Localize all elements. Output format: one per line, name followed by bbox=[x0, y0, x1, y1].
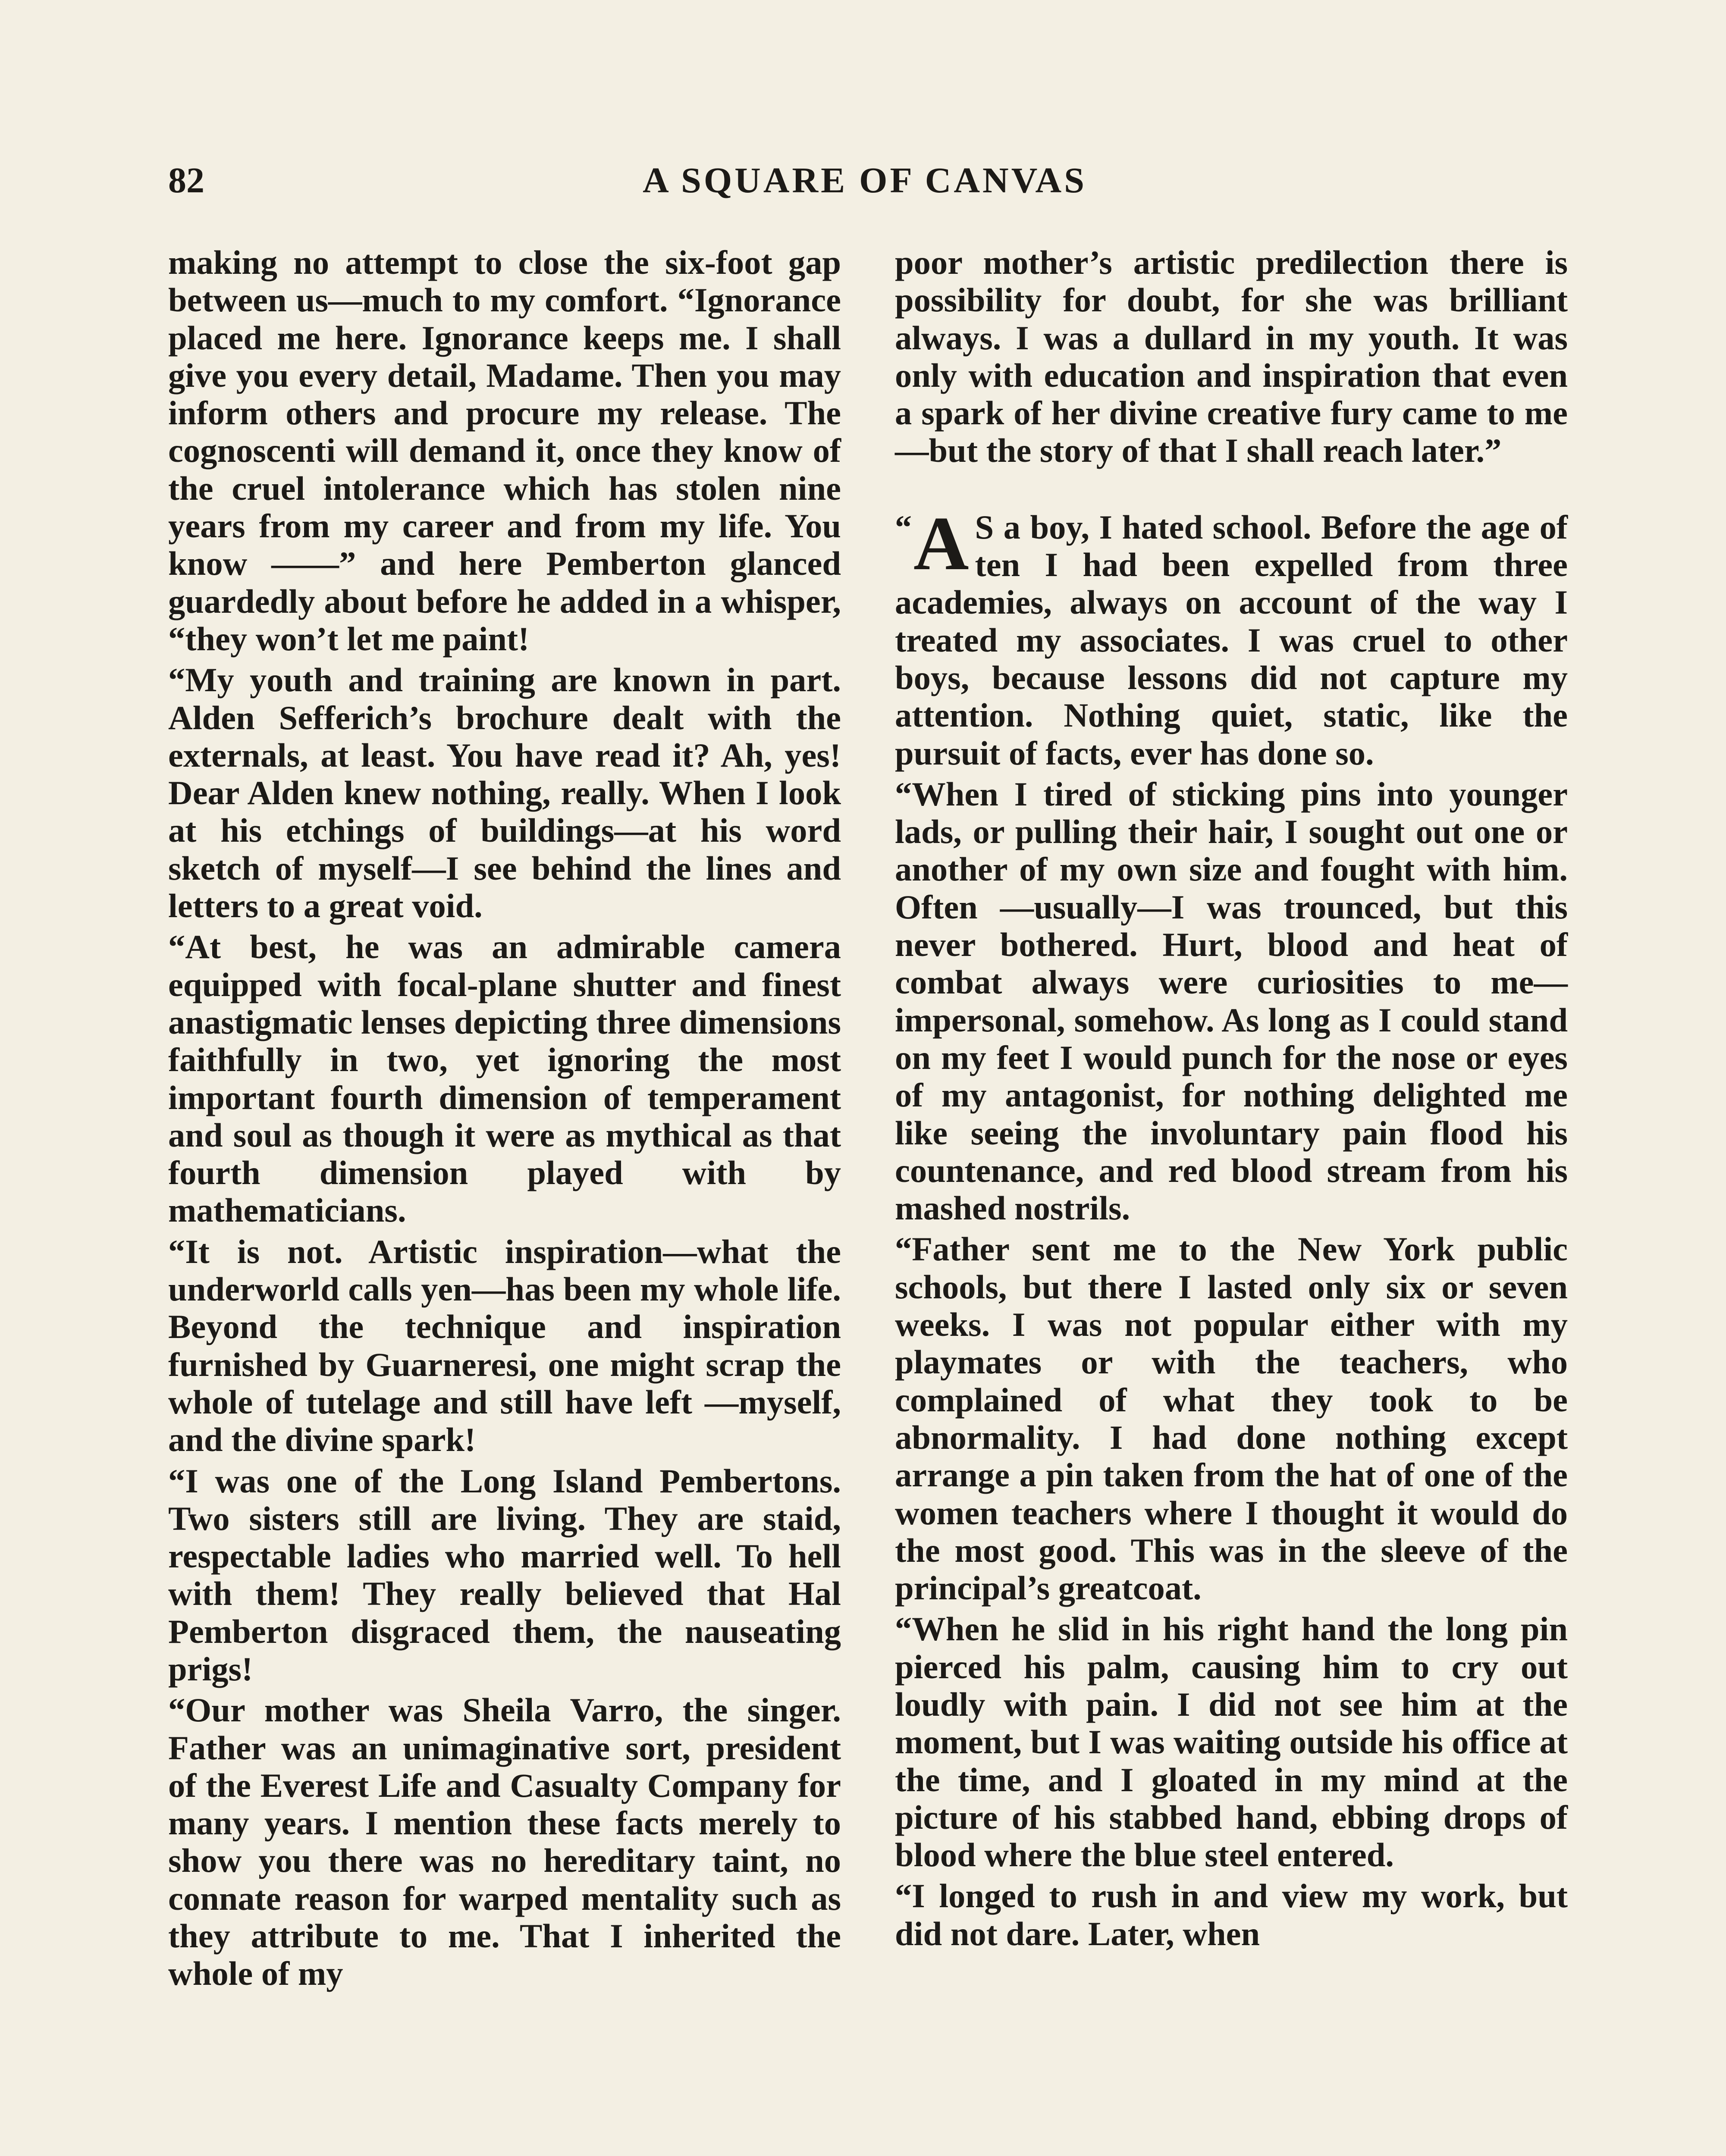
right-column bbox=[895, 244, 1568, 1956]
paragraph: making no attempt to close the six-foot gap between us—much to my comfort. “Ignorance placed me here. Ignorance keeps me. I shall give you every detail, Madame. Then you may inform others and procure my release. The cognoscenti will demand it, once they know of the cruel intolerance which has stolen nine years from my career and from my life. You know ——” and here Pemberton glanced guardedly about before he added in a whisper, “they won’t let me paint! bbox=[168, 244, 841, 658]
page-number: 82 bbox=[168, 160, 204, 201]
paragraph: “At best, he was an admirable camera equipped with focal-plane shutter and finest anastigmatic lenses depicting three dimensions faithfully in two, yet ignoring the most important fourth dimension of temperament and soul as though it were as mythical as that fourth dimension played with by mathematicians. bbox=[168, 928, 841, 1229]
running-title: A SQUARE OF CANVAS bbox=[643, 160, 1087, 201]
page-header bbox=[168, 155, 1561, 216]
paragraph: “I was one of the Long Island Pembertons. Two sisters still are living. They are staid, respectable ladies who married well. To hell with them! They really believed that Hal Pemberton disgraced them, the nauseating prigs! bbox=[168, 1462, 841, 1688]
section-start-text: S a boy, I hated school. Before the age of ten I had been expelled from three academies, always on account of the way I treated my associates. I was cruel to other boys, because lessons did not capture my attention. Nothing quiet, static, like the pursuit of facts, ever has done so. bbox=[895, 508, 1568, 772]
paragraph: poor mother’s artistic predilection there is possibility for doubt, for she was brilliant always. I was a dullard in my youth. It was only with education and inspiration that even a spark of her divine creative fury came to me—but the story of that I shall reach later.” bbox=[895, 244, 1568, 470]
paragraph: “I longed to rush in and view my work, but did not dare. Later, when bbox=[895, 1877, 1568, 1952]
section-opening-paragraph bbox=[895, 500, 1568, 772]
left-column bbox=[168, 244, 841, 1996]
paragraph: “When he slid in his right hand the long pin pierced his palm, causing him to cry out loudly with pain. I did not see him at the moment, but I was waiting outside his office at the time, and I gloated in my mind at the picture of his stabbed hand, ebbing drops of blood where the blue steel entered. bbox=[895, 1610, 1568, 1874]
paragraph: “When I tired of sticking pins into younger lads, or pulling their hair, I sought out one or another of my own size and fought with him. Often —usually—I was trounced, but this never bothered. Hurt, blood and heat of combat always were curiosities to me—impersonal, somehow. As long as I could stand on my feet I would punch for the nose or eyes of my antagonist, for nothing delighted me like seeing the involuntary pain flood his countenance, and red blood stream from his mashed nostrils. bbox=[895, 775, 1568, 1227]
paragraph: “Father sent me to the New York public schools, but there I lasted only six or seven weeks. I was not popular either with my playmates or with the teachers, who complained of what they took to be abnormality. I had done nothing except arrange a pin taken from the hat of one of the women teachers where I thought it would do the most good. This was in the sleeve of the principal’s greatcoat. bbox=[895, 1230, 1568, 1607]
paragraph: “It is not. Artistic inspiration—what the underworld calls yen—has been my whole life. Beyond the technique and inspiration furnished by Guarneresi, one might scrap the whole of tutelage and still have left —myself, and the divine spark! bbox=[168, 1232, 841, 1459]
paragraph: “My youth and training are known in part. Alden Sefferich’s brochure dealt with the externals, at least. You have read it? Ah, yes! Dear Alden knew nothing, really. When I look at his etchings of buildings—at his word sketch of myself—I see behind the lines and letters to a great void. bbox=[168, 661, 841, 925]
opening-quote: “ bbox=[895, 508, 912, 546]
drop-cap: A bbox=[913, 500, 969, 586]
paragraph: “Our mother was Sheila Varro, the singer. Father was an unimaginative sort, president of the Everest Life and Casualty Company for many years. I mention these facts merely to show you there was no hereditary taint, no connate reason for warped mentality such as they attribute to me. That I inherited the whole of my bbox=[168, 1691, 841, 1993]
